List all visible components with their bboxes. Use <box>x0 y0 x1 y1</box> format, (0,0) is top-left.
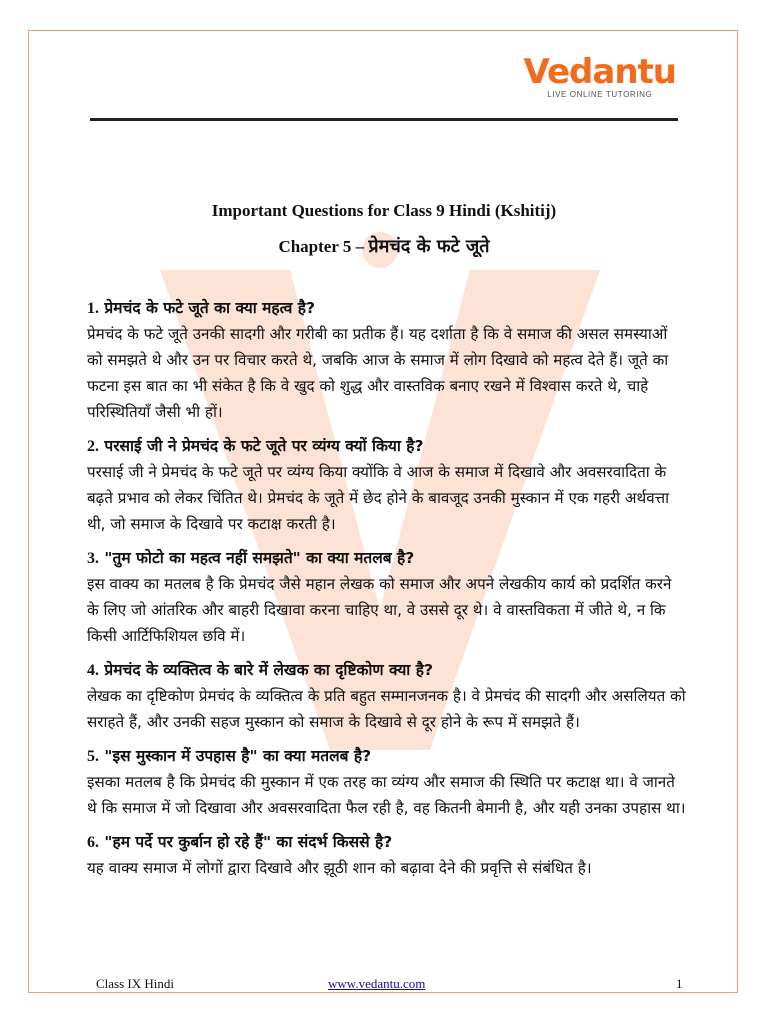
header-divider <box>90 118 678 121</box>
chapter-name: प्रेमचंद के फटे जूते <box>368 236 490 257</box>
document-title: Important Questions for Class 9 Hindi (Kshitij) <box>211 201 557 220</box>
chapter-prefix: Chapter 5 – <box>278 237 365 256</box>
question-number: 6. <box>87 834 99 851</box>
question-2 <box>87 434 687 459</box>
qa-item-1 <box>87 296 687 425</box>
answer-5: इसका मतलब है कि प्रेमचंद की मुस्कान में एक तरह का व्यंग्य और समाज की स्थिति पर कटाक्ष था। वे जानते थे कि समाज में जो दिखावा और अवसरवादिता फैल रही है, वह कितनी बेमानी है, और यही उनका उपहास था। <box>87 773 686 817</box>
answer-6: यह वाक्य समाज में लोगों द्वारा दिखावे और झूठी शान को बढ़ावा देने की प्रवृत्ति से संबंधित है। <box>87 859 592 877</box>
question-list <box>87 296 687 890</box>
qa-item-2 <box>87 434 687 537</box>
answer-4: लेखक का दृष्टिकोण प्रेमचंद के व्यक्तित्व के प्रति बहुत सम्मानजनक है। वे प्रेमचंद की सादगी और असलियत को सराहते हैं, और उनकी सहज मुस्कान को समाज के दिखावे से दूर होने के रूप में समझते हैं। <box>87 687 686 731</box>
logo-wordmark: Vedantu <box>523 52 676 92</box>
question-3 <box>87 546 687 571</box>
question-text: "हम पर्दे पर कुर्बान हो रहे हैं" का संदर्भ किससे है? <box>104 833 393 851</box>
qa-item-4 <box>87 658 687 735</box>
question-number: 2. <box>87 438 99 455</box>
question-number: 3. <box>87 550 99 567</box>
question-text: प्रेमचंद के व्यक्तित्व के बारे में लेखक का दृष्टिकोण क्या है? <box>104 661 433 679</box>
answer-2: परसाई जी ने प्रेमचंद के फटे जूते पर व्यंग्य किया क्योंकि वे आज के समाज में दिखावे और अवसरवादिता के बढ़ते प्रभाव को लेकर चिंतित थे। प्रेमचंद के जूते में छेद होने के बावजूद उनकी मुस्कान में एक गहरी अर्थवत्ता थी, जो समाज के दिखावे पर कटाक्ष करती है। <box>87 463 670 533</box>
question-number: 1. <box>87 300 99 317</box>
question-5 <box>87 744 687 769</box>
answer-1: प्रेमचंद के फटे जूते उनकी सादगी और गरीबी का प्रतीक हैं। यह दर्शाता है कि वे समाज की असल समस्याओं को समझते थे और उन पर विचार करते थे, जबकि आज के समाज में लोग दिखावे को महत्व देते हैं। जूते का फटना इस बात का भी संकेत है कि वे खुद को शुद्ध और वास्तविक बनाए रखने में विश्वास करते थे, चाहे परिस्थितियाँ जैसी भी हों। <box>87 325 669 421</box>
question-text: प्रेमचंद के फटे जूते का क्या महत्व है? <box>104 299 316 317</box>
question-4 <box>87 658 687 683</box>
logo-tagline: LIVE ONLINE TUTORING <box>547 90 653 99</box>
question-number: 4. <box>87 662 99 679</box>
question-1 <box>87 296 687 321</box>
question-text: परसाई जी ने प्रेमचंद के फटे जूते पर व्यंग्य क्यों किया है? <box>104 437 424 455</box>
question-text: "इस मुस्कान में उपहास है" का क्या मतलब है? <box>104 747 372 765</box>
question-6 <box>87 830 687 855</box>
qa-item-5 <box>87 744 687 821</box>
vedantu-logo <box>524 52 676 99</box>
footer-website-link[interactable]: www.vedantu.com <box>328 976 426 991</box>
answer-3: इस वाक्य का मतलब है कि प्रेमचंद जैसे महान लेखक को समाज और अपने लेखकीय कार्य को प्रदर्शित करने के लिए जो आंतरिक और बाहरी दिखावा करना चाहिए था, वे उससे दूर थे। वे वास्तविकता में जीते थे, न कि किसी आर्टिफिशियल छवि में। <box>87 575 672 645</box>
footer-class-label: Class IX Hindi <box>96 976 174 991</box>
footer-page-number: 1 <box>676 976 683 991</box>
qa-item-6 <box>87 830 687 881</box>
qa-item-3 <box>87 546 687 649</box>
question-number: 5. <box>87 748 99 765</box>
chapter-heading <box>0 234 768 258</box>
question-text: "तुम फोटो का महत्व नहीं समझते" का क्या मतलब है? <box>104 549 415 567</box>
